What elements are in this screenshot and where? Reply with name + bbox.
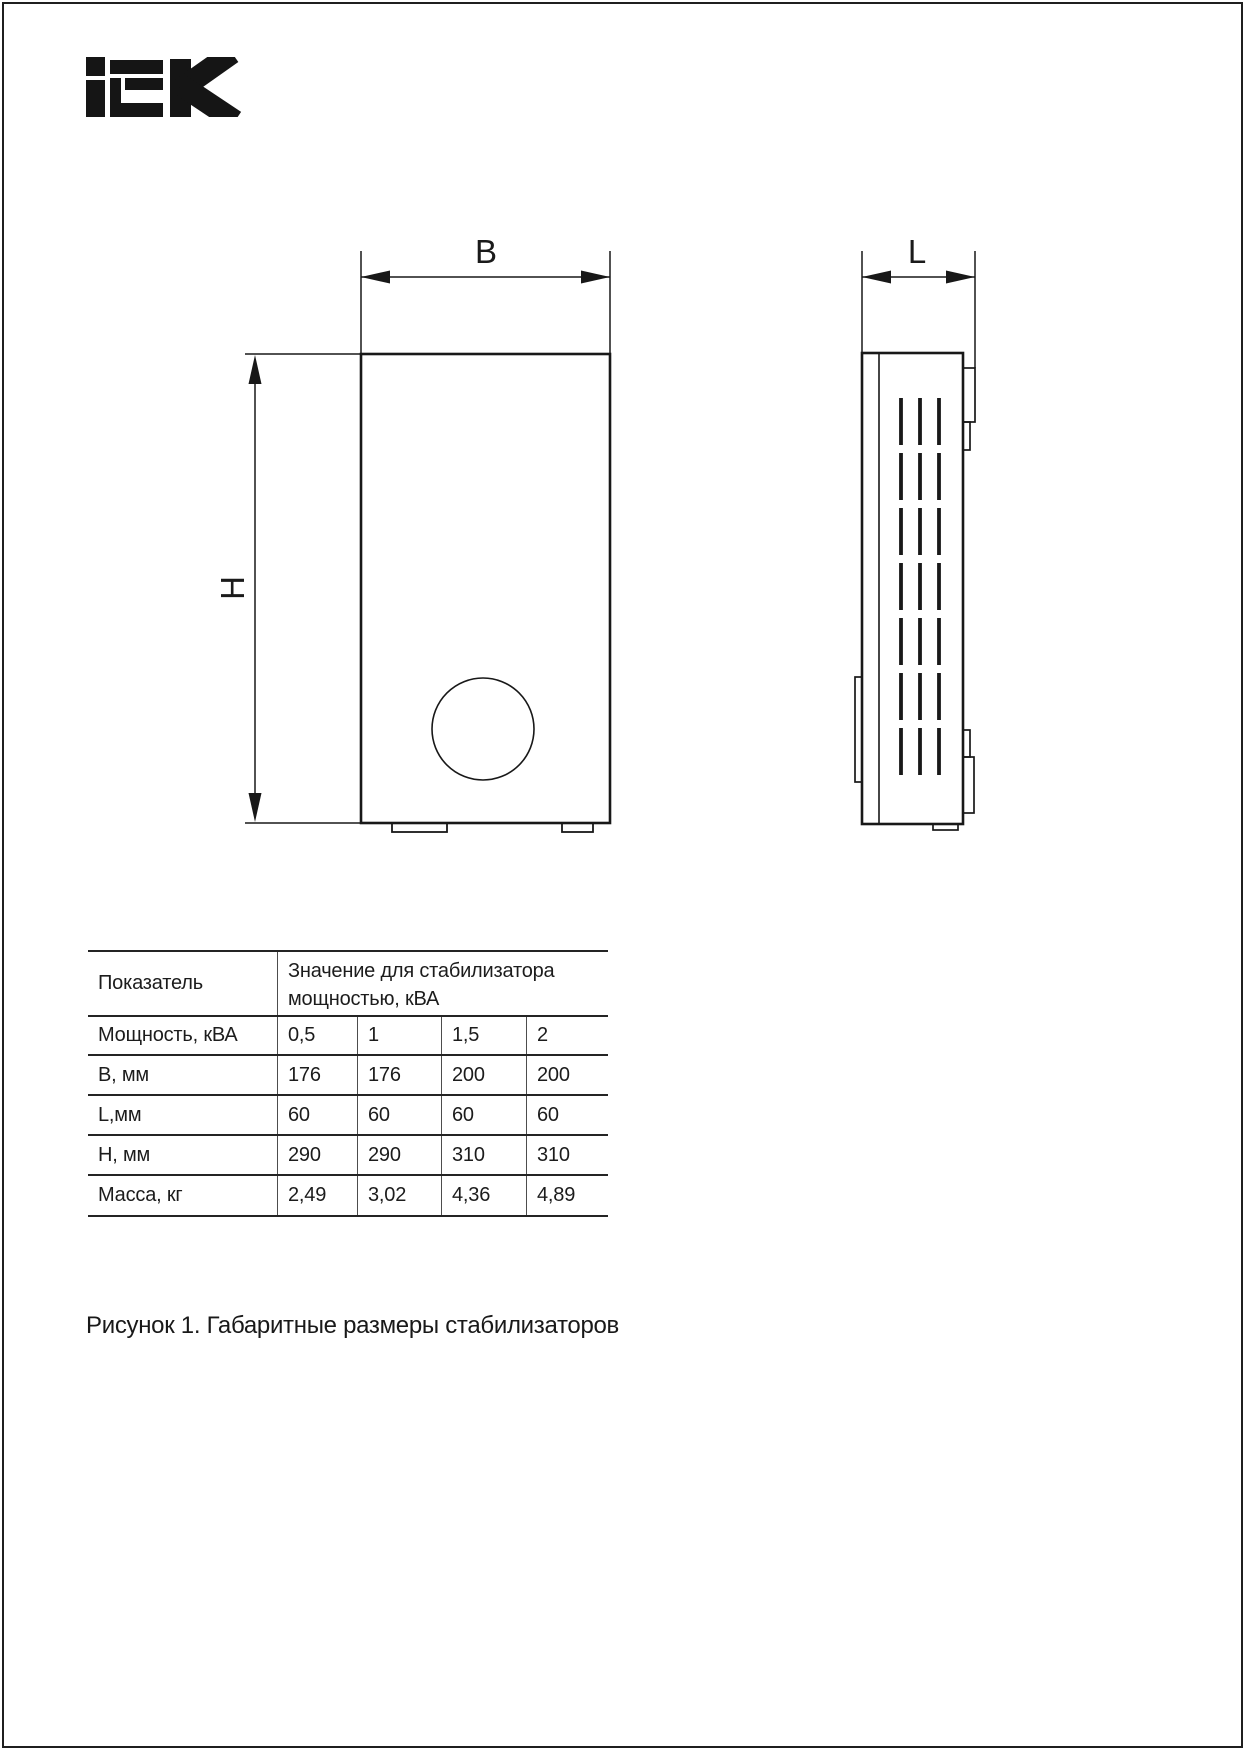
row-value: 310 xyxy=(526,1136,608,1174)
row-value: 0,5 xyxy=(277,1017,357,1054)
spec-table xyxy=(88,950,608,1217)
row-value: 290 xyxy=(277,1136,357,1174)
figure-caption: Рисунок 1. Габаритные размеры стабилизаторов xyxy=(86,1312,619,1339)
row-value: 4,89 xyxy=(526,1176,608,1215)
row-value: 60 xyxy=(357,1096,441,1134)
row-label: Масса, кг xyxy=(98,1184,183,1206)
table-row xyxy=(88,1176,608,1217)
arrowhead-right-icon xyxy=(581,271,610,284)
row-value: 200 xyxy=(441,1056,526,1094)
front-foot-right xyxy=(562,823,593,832)
row-label: Н, мм xyxy=(98,1143,151,1166)
arrowhead-down-icon xyxy=(249,793,262,822)
table-row xyxy=(88,1096,608,1136)
front-view xyxy=(361,354,610,832)
row-value: 2 xyxy=(526,1017,608,1054)
vent-slots xyxy=(901,398,939,782)
table-row xyxy=(88,1056,608,1096)
arrowhead-left-icon xyxy=(862,271,891,284)
arrowhead-up-icon xyxy=(249,355,262,384)
row-value: 1 xyxy=(357,1017,441,1054)
table-header-row xyxy=(88,950,608,1017)
front-foot-left xyxy=(392,823,447,832)
arrowhead-right-icon xyxy=(946,271,975,284)
row-value: 60 xyxy=(526,1096,608,1134)
row-value: 290 xyxy=(357,1136,441,1174)
row-label: Мощность, кВА xyxy=(98,1024,238,1046)
row-value: 1,5 xyxy=(441,1017,526,1054)
row-value: 176 xyxy=(357,1056,441,1094)
arrowhead-left-icon xyxy=(361,271,390,284)
row-value: 310 xyxy=(441,1136,526,1174)
row-value: 60 xyxy=(441,1096,526,1134)
row-value: 4,36 xyxy=(441,1176,526,1215)
front-knob-circle xyxy=(432,678,534,780)
header-indicator: Показатель xyxy=(98,972,203,994)
header-values: Значение для стабилизатора мощностью, кВА xyxy=(277,952,608,1015)
row-value: 3,02 xyxy=(357,1176,441,1215)
side-view xyxy=(855,353,975,830)
row-value: 200 xyxy=(526,1056,608,1094)
table-row xyxy=(88,1136,608,1176)
label-H: H xyxy=(214,576,251,600)
row-label: В, мм xyxy=(98,1063,149,1086)
row-label: L,мм xyxy=(98,1103,142,1126)
row-value: 60 xyxy=(277,1096,357,1134)
label-B: B xyxy=(474,233,498,270)
row-value: 176 xyxy=(277,1056,357,1094)
label-L: L xyxy=(907,233,927,270)
dimension-H xyxy=(245,354,361,823)
table-row xyxy=(88,1017,608,1056)
row-value: 2,49 xyxy=(277,1176,357,1215)
tab-bottom-right-outer xyxy=(963,757,974,813)
tab-top-right-outer xyxy=(963,368,975,422)
